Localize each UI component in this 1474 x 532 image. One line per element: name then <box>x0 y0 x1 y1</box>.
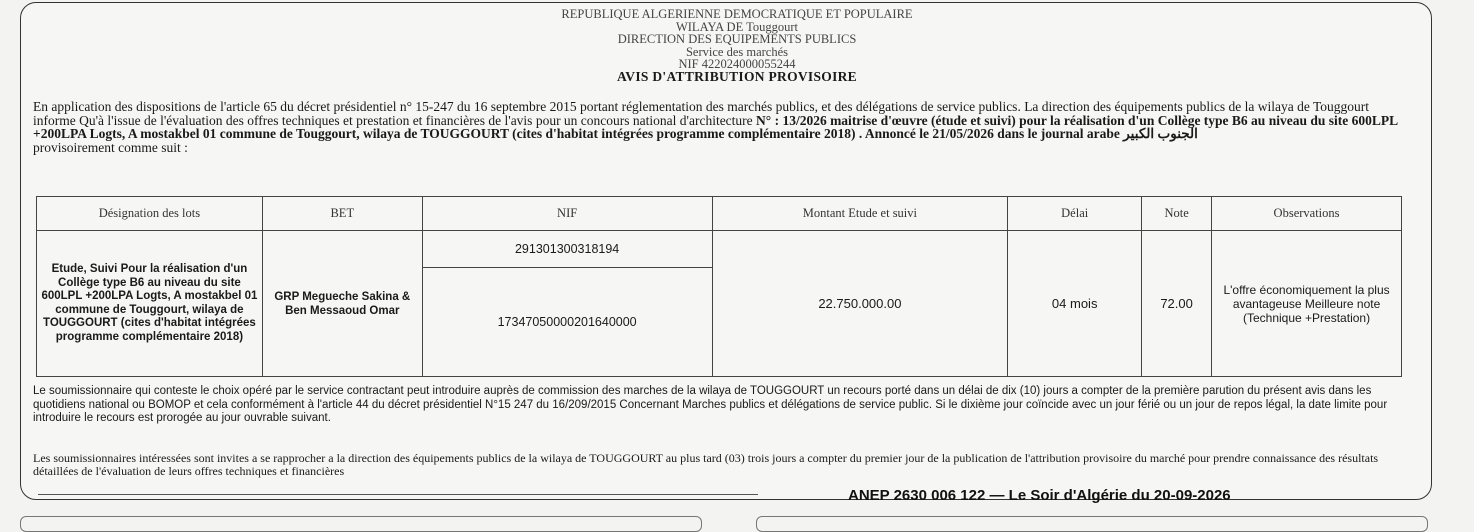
col-montant: Montant Etude et suivi <box>712 197 1008 231</box>
observations-value: L'offre économiquement la plus avantageuse Meilleure note (Technique +Prestation) <box>1212 231 1402 377</box>
header-republic: REPUBLIQUE ALGERIENNE DEMOCRATIQUE ET POPULAIRE <box>561 7 913 21</box>
intro-closing: provisoirement comme suit : <box>33 139 188 155</box>
recourse-paragraph: Le soumissionnaire qui conteste le choix opéré par le service contractant peut introduire auprès de commission des marches de la wilaya de TOUGGOURT un recours porté dans un délai de dix (10) jours a compter de la première parution du présent avis dans les quotidiens national ou BOMOP et cela conformément à l'article 44 du décret présidentiel N°15 247 du 16/209/2015 Concernant Marches publics et délégations de service public. Si le dixième jour coïncide avec un jour férié ou un jour de repos légal, la date limite pour introduire le recours est prorogée au jour ouvrable suivant. <box>33 385 1388 424</box>
notice-title: AVIS D'ATTRIBUTION PROVISOIRE <box>616 68 857 84</box>
bet-name: GRP Megueche Sakina & Ben Messaoud Omar <box>262 231 422 377</box>
footer-divider <box>38 494 758 495</box>
col-nif: NIF <box>422 197 712 231</box>
header-service: Service des marchés <box>685 44 789 59</box>
col-designation: Désignation des lots <box>37 197 263 231</box>
intro-project: N° : 13/2026 maitrise d'œuvre (étude et suivi) pour la réalisation d'un Collège type B6 au niveau du site 600LPL +200LPA Logts, A mostakbel 01 commune de Touggourt, wilaya de TOUGGOURT (cites d'habitat intégrées programme complémentaire 2018) . Annoncé le 21/05/2026 dans le journal arabe <box>33 112 1398 141</box>
col-note: Note <box>1142 197 1212 231</box>
lot-designation: Etude, Suivi Pour la réalisation d'un Collège type B6 au niveau du site 600LPL +200LPA Logts, A mostakbel 01 commune de Touggourt, wilaya de TOUGGOURT (cites d'habitat intégrées programme complémentaire 2018) <box>37 231 263 377</box>
intro-text: En application des dispositions de l'article 65 du décret présidentiel n° 15-247 du 16 septembre 2015 portant réglementation des marchés publics, et des délégations de service publics. La direction des équipements publics de la wilaya de Touggourt informe Qu'à l'issue de l'évaluation des offres techniques et prestation et financières de l'avis pour un concours national d'architecture <box>33 99 1370 128</box>
nif-1: 291301300318194 <box>422 231 712 268</box>
next-notice-frame-right <box>756 516 1428 532</box>
col-bet: BET <box>262 197 422 231</box>
montant-value: 22.750.000.00 <box>712 231 1008 377</box>
consultation-paragraph: Les soumissionnaires intéressées sont invites a se rapprocher a la direction des équipements publics de la wilaya de TOUGGOURT au plus tard (03) trois jours a compter du premier jour de la publication de l'attribution provisoire du marché pour prendre connaissance des résultats détaillées de l'évaluation de leurs offres techniques et financières <box>33 451 1379 478</box>
table-header-row <box>37 197 1402 231</box>
next-notice-frame-left <box>20 516 702 532</box>
intro-paragraph <box>33 100 1403 154</box>
note-value: 72.00 <box>1142 231 1212 377</box>
nif-2: 17347050000201640000 <box>422 268 712 377</box>
anep-reference: ANEP 2630 006 122 — Le Soir d'Algérie du 20-09-2026 <box>848 487 1231 504</box>
attribution-table <box>36 196 1402 377</box>
header-direction: DIRECTION DES EQUIPEMENTS PUBLICS <box>617 32 857 46</box>
header <box>0 8 1474 83</box>
header-nif: NIF 422024000055244 <box>678 57 796 71</box>
delai-value: 04 mois <box>1008 231 1142 377</box>
col-delai: Délai <box>1008 197 1142 231</box>
header-wilaya: WILAYA DE Touggourt <box>675 19 799 34</box>
table-row <box>37 231 1402 268</box>
intro-journal: الجنوب الكبير <box>1123 126 1198 141</box>
col-observations: Observations <box>1212 197 1402 231</box>
